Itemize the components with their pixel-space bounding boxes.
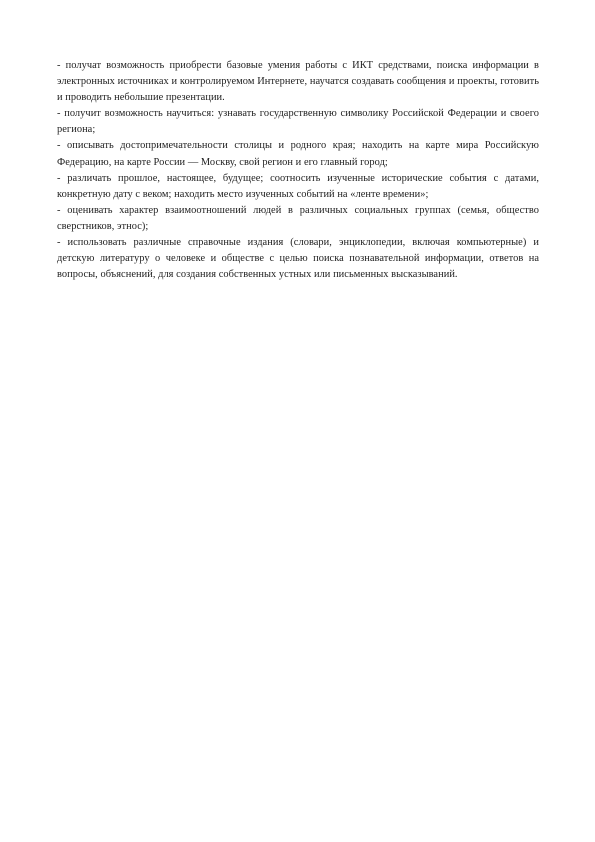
paragraph-reference-sources: - использовать различные справочные издания (словари, энциклопедии, включая компьютерные) и детскую литературу о человеке и обществе с целью поиска познавательной информации, ответов на вопросы, объяснений, для создания собственных устных или письменных высказываний.	[57, 237, 539, 281]
paragraph-landmarks-map: - описывать достопримечательности столицы и родного края; находить на карте мира Российскую Федерацию, на карте России — Москву, свой регион и его главный город;	[57, 140, 539, 168]
paragraph-ict-skills: - получат возможность приобрести базовые умения работы с ИКТ средствами, поиска информации в электронных источниках и контролируемом Интернете, научатся создавать сообщения и проекты, готовить и проводить небольшие презентации.	[57, 60, 539, 104]
paragraph-social-groups: - оценивать характер взаимоотношений людей в различных социальных группах (семья, общество сверстников, этнос);	[57, 204, 539, 232]
paragraph-timeline: - различать прошлое, настоящее, будущее; соотносить изученные исторические события с датами, конкретную дату с веком; находить место изученных событий на «ленте времени»;	[57, 172, 539, 200]
paragraph-state-symbols: - получит возможность научиться: узнавать государственную символику Российской Федерации и своего региона;	[57, 108, 539, 136]
document-body	[57, 58, 539, 283]
